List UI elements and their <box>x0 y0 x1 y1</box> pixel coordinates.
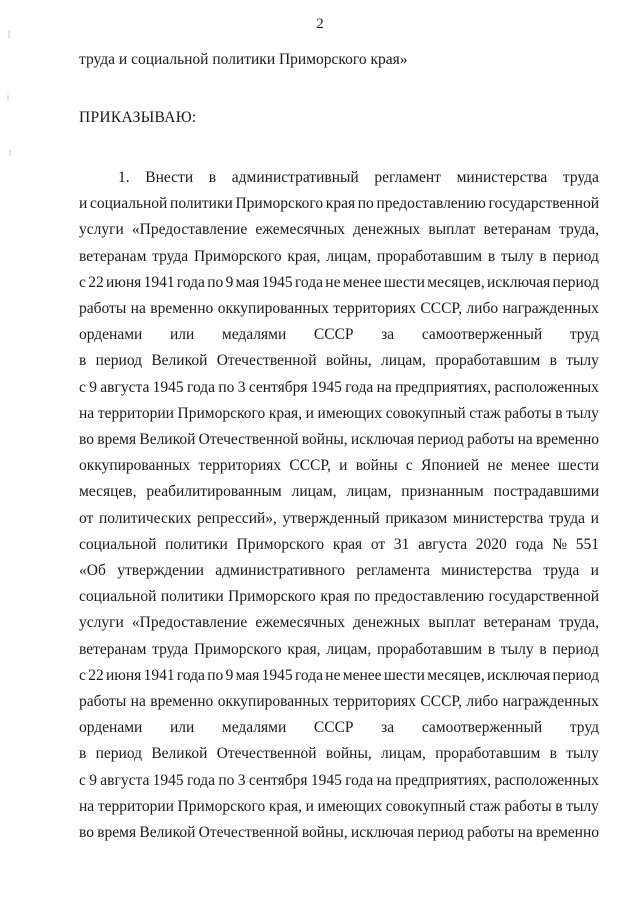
paragraph-line: ветеранам труда Приморского края, лицам, проработавшим в тылу в период <box>79 640 599 658</box>
paragraph-line: социальной политики Приморского края по предоставлению государственной <box>79 588 599 606</box>
paragraph-line: с 22 июня 1941 года по 9 мая 1945 года не менее шести месяцев, исключая период <box>79 666 599 684</box>
paragraph-line: в период Великой Отечественной войны, лицам, проработавшим в тылу <box>79 352 599 370</box>
paragraph-line: оккупированных территориях СССР, и войны с Японией не менее шести <box>79 457 599 475</box>
paragraph-line: орденами или медалями СССР за самоотверженный труд <box>79 719 599 737</box>
paragraph-line: 1. Внести в административный регламент министерства труда <box>118 169 599 186</box>
paragraph-line: от политических репрессий», утвержденный приказом министерства труда и <box>79 509 599 527</box>
continuation-line: труда и социальной политики Приморского края» <box>79 51 408 68</box>
paragraph-line: социальной политики Приморского края от 31 августа 2020 года № 551 <box>79 535 599 553</box>
page-number: 2 <box>316 16 324 32</box>
paragraph-line: с 22 июня 1941 года по 9 мая 1945 года не менее шести месяцев, исключая период <box>79 273 599 291</box>
paragraph-line: орденами или медалями СССР за самоотверженный труд <box>79 326 599 344</box>
paragraph-line: работы на временно оккупированных территориях СССР, либо награжденных <box>79 300 599 317</box>
paragraph-line: на территории Приморского края, и имеющих совокупный стаж работы в тылу <box>79 404 599 422</box>
paragraph-line: во время Великой Отечественной войны, исключая период работы на временно <box>79 824 599 841</box>
paragraph-line: в период Великой Отечественной войны, лицам, проработавшим в тылу <box>79 745 599 763</box>
paragraph-line: «Об утверждении административного регламента министерства труда и <box>79 562 599 579</box>
paragraph-line: во время Великой Отечественной войны, исключая период работы на временно <box>79 431 599 448</box>
paragraph-line: с 9 августа 1945 года по 3 сентября 1945 года на предприятиях, расположенных <box>79 771 599 789</box>
paragraph-line: и социальной политики Приморского края по предоставлению государственной <box>79 195 599 213</box>
paragraph-line: работы на временно оккупированных территориях СССР, либо награжденных <box>79 693 599 710</box>
paragraph-line: месяцев, реабилитированным лицам, лицам, признанным пострадавшими <box>79 483 599 501</box>
paragraph-line: на территории Приморского края, и имеющих совокупный стаж работы в тылу <box>79 797 599 815</box>
paragraph-line: ветеранам труда Приморского края, лицам, проработавшим в тылу в период <box>79 247 599 265</box>
order-heading: ПРИКАЗЫВАЮ: <box>79 109 197 126</box>
paragraph-line: с 9 августа 1945 года по 3 сентября 1945 года на предприятиях, расположенных <box>79 378 599 396</box>
paragraph-line: услуги «Предоставление ежемесячных денежных выплат ветеранам труда, <box>79 614 599 632</box>
paragraph-line: услуги «Предоставление ежемесячных денежных выплат ветеранам труда, <box>79 221 599 239</box>
